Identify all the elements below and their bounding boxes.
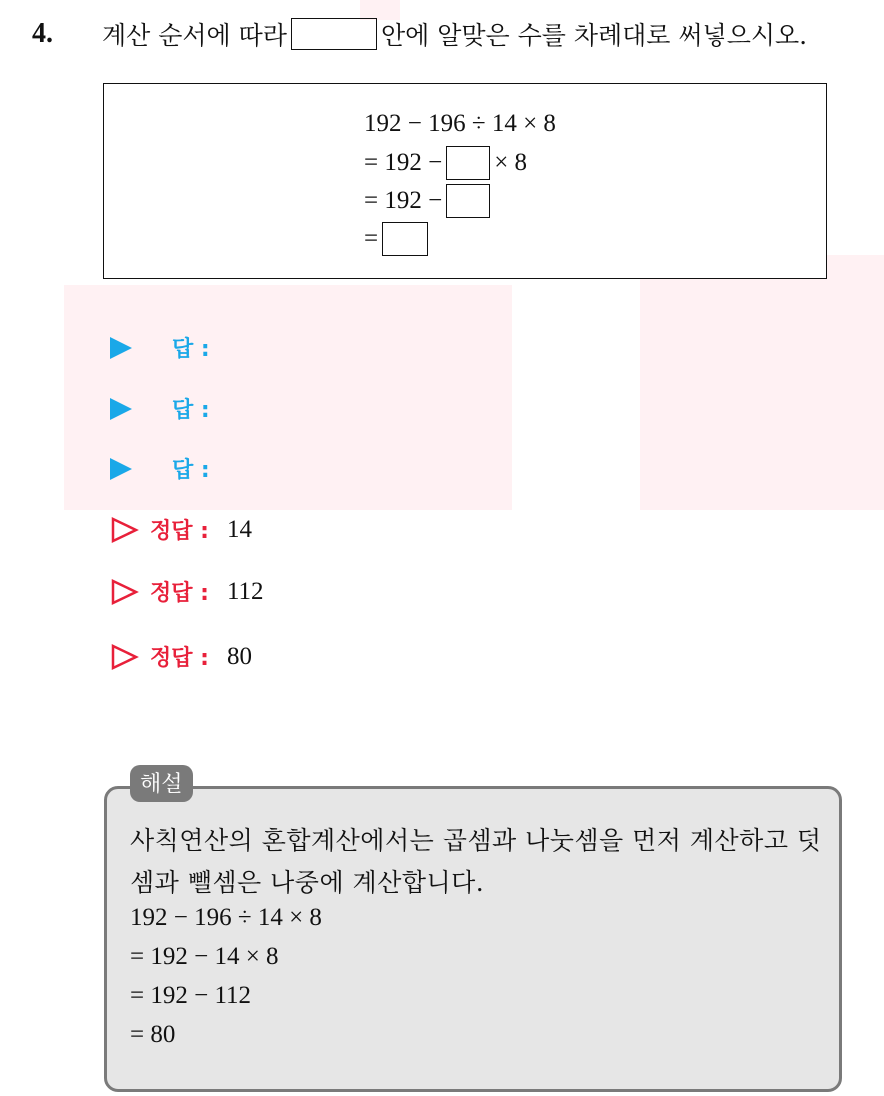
- expression-text: × 8: [494, 149, 528, 176]
- correct-label: 정답 :: [150, 581, 209, 606]
- expression-text: = 192 −: [364, 187, 443, 214]
- expression-text: =: [364, 225, 379, 252]
- explanation-line-4: = 80: [130, 1021, 176, 1048]
- play-triangle-icon: [110, 458, 132, 480]
- question-text-after: 안에 알맞은 수를 차례대로 써넣으시오.: [380, 21, 808, 50]
- correct-value: 112: [226, 577, 264, 605]
- play-triangle-icon: [110, 398, 132, 420]
- explanation-line-3: = 192 − 112: [130, 982, 252, 1009]
- answer-label: 답 :: [172, 337, 210, 362]
- outline-triangle-icon: [110, 578, 140, 606]
- explanation-line-2: = 192 − 14 × 8: [130, 943, 279, 970]
- play-triangle-icon: [110, 337, 132, 359]
- background-highlight: [640, 255, 884, 510]
- correct-label: 정답 :: [150, 646, 209, 671]
- correct-row-3: [110, 641, 252, 672]
- outline-triangle-icon: [110, 516, 140, 544]
- question-text-before: 계산 순서에 따라: [102, 21, 287, 50]
- explanation-line-1: 192 − 196 ÷ 14 × 8: [130, 904, 322, 931]
- expression-line-4: [364, 222, 428, 256]
- answer-blank-1[interactable]: [446, 146, 490, 180]
- answer-blank-2[interactable]: [446, 184, 490, 218]
- correct-label: 정답 :: [150, 519, 209, 544]
- correct-value: 80: [226, 642, 252, 670]
- outline-triangle-icon: [110, 643, 140, 671]
- problem-box: [103, 83, 827, 279]
- inline-blank-box: [291, 18, 377, 50]
- explanation-tag: 해설: [130, 765, 193, 802]
- answer-label: 답 :: [172, 458, 210, 483]
- question-number: 4.: [32, 18, 53, 49]
- expression-text: 192 − 196 ÷ 14 × 8: [364, 110, 556, 137]
- correct-row-2: [110, 576, 264, 607]
- expression-text: = 192 −: [364, 149, 443, 176]
- expression-line-3: [364, 184, 490, 218]
- correct-row-1: [110, 514, 252, 545]
- question-text: [102, 16, 807, 52]
- explanation-text: 사칙연산의 혼합계산에서는 곱셈과 나눗셈을 먼저 계산하고 덧셈과 뺄셈은 나중에 계산합니다.: [130, 826, 822, 897]
- correct-value: 14: [226, 515, 252, 543]
- answer-blank-3[interactable]: [382, 222, 428, 256]
- answer-row-3[interactable]: [110, 453, 210, 484]
- answer-row-2[interactable]: [110, 393, 210, 424]
- expression-line-2: [364, 146, 527, 180]
- answer-row-1[interactable]: [110, 332, 210, 363]
- answer-label: 답 :: [172, 398, 210, 423]
- expression-line-1: [364, 110, 556, 138]
